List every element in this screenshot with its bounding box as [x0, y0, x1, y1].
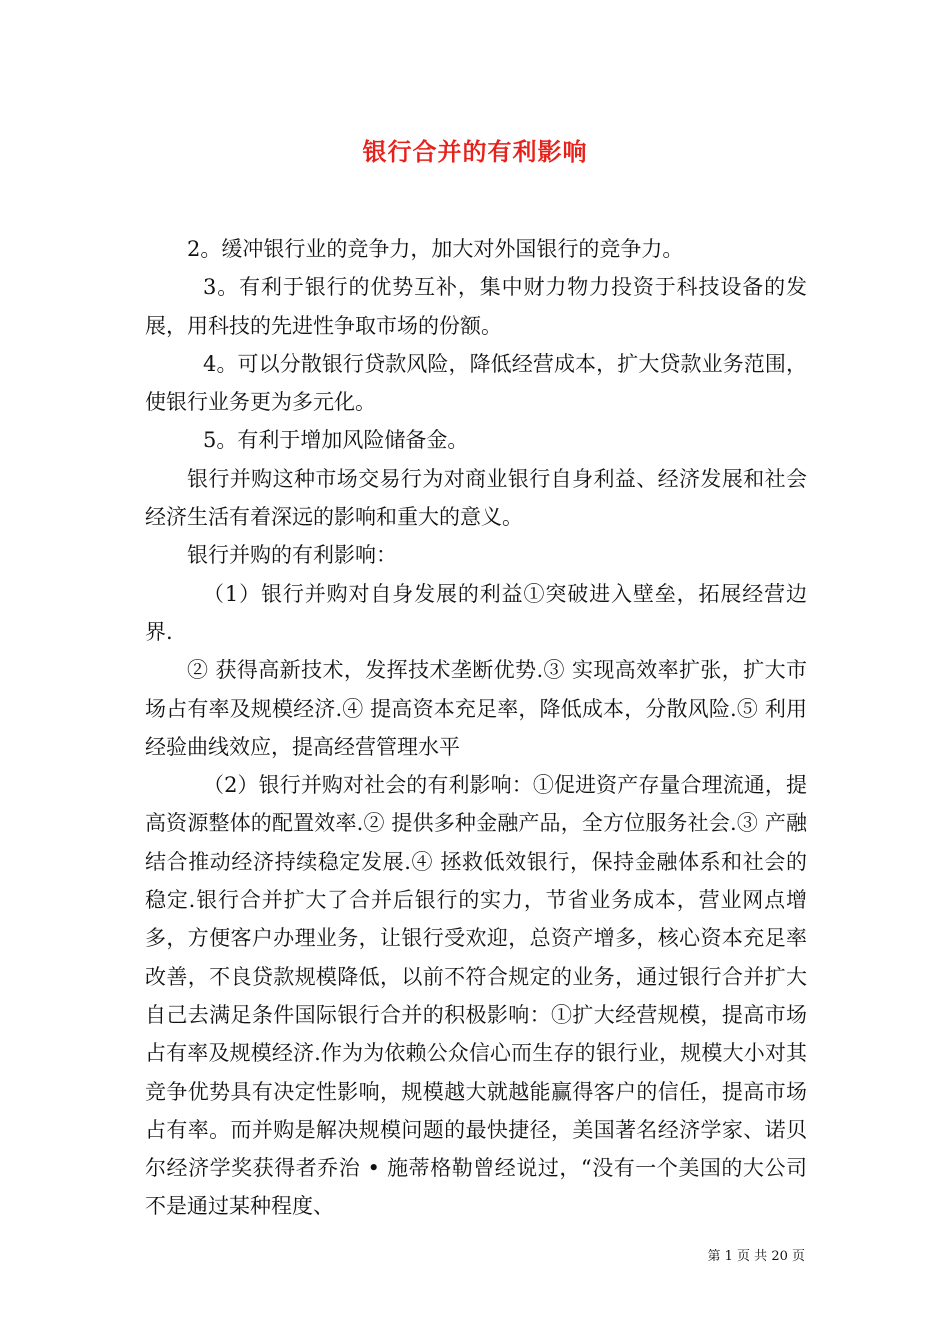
- paragraph-4: 4。可以分散银行贷款风险，降低经营成本，扩大贷款业务范围，使银行业务更为多元化。: [145, 351, 807, 415]
- paragraph-heading: 银行并购的有利影响：: [187, 543, 397, 568]
- paragraph-self-benefit-list: ② 获得高新技术，发挥技术垄断优势.③ 实现高效率扩张，扩大市场占有率及规模经济.④ 提高资本充足率，降低成本，分散风险.⑤ 利用经验曲线效应，提高经营管理水平: [145, 658, 807, 759]
- paragraph-3: 3。有利于银行的优势互补，集中财力物力投资于科技设备的发展，用科技的先进性争取市场的份额。: [145, 275, 807, 338]
- paragraph-self-benefit: （1）银行并购对自身发展的利益①突破进入壁垒，拓展经营边界.: [145, 581, 807, 644]
- paragraph-2: 2。缓冲银行业的竞争力，加大对外国银行的竞争力。: [187, 237, 684, 261]
- paragraph-intro: 银行并购这种市场交易行为对商业银行自身利益、经济发展和社会经济生活有着深远的影响和重大的意义。: [145, 466, 807, 530]
- document-title: 银行合并的有利影响: [362, 137, 588, 166]
- document-body: [145, 230, 807, 1226]
- paragraph-social-benefit: （2）银行并购对社会的有利影响：①促进资产存量合理流通，提高资源整体的配置效率.② 提供多种金融产品，全方位服务社会.③ 产融结合推动经济持续稳定发展.④ 拯救低效银行，保持金融体系和社会的稳定.银行合并扩大了合并后银行的实力，节省业务成本，营业网点增多，方便客户办理业务，让银行受欢迎，总资产增多，核心资本充足率改善，不良贷款规模降低，以前不符合规定的业务，通过银行合并扩大自己去满足条件国际银行合并的积极影响：①扩大经营规模，提高市场占有率及规模经济.作为为依赖公众信心而生存的银行业，规模大小对其竞争优势具有决定性影响，规模越大就越能赢得客户的信任，提高市场占有率。而并购是解决规模问题的最快捷径，美国著名经济学家、诺贝尔经济学奖获得者乔治 • 施蒂格勒曾经说过，“没有一个美国的大公司不是通过某种程度、: [145, 773, 807, 1219]
- page-number-footer: 第 1 页 共 20 页: [707, 1249, 805, 1264]
- paragraph-5: 5。有利于增加风险储备金。: [203, 428, 469, 453]
